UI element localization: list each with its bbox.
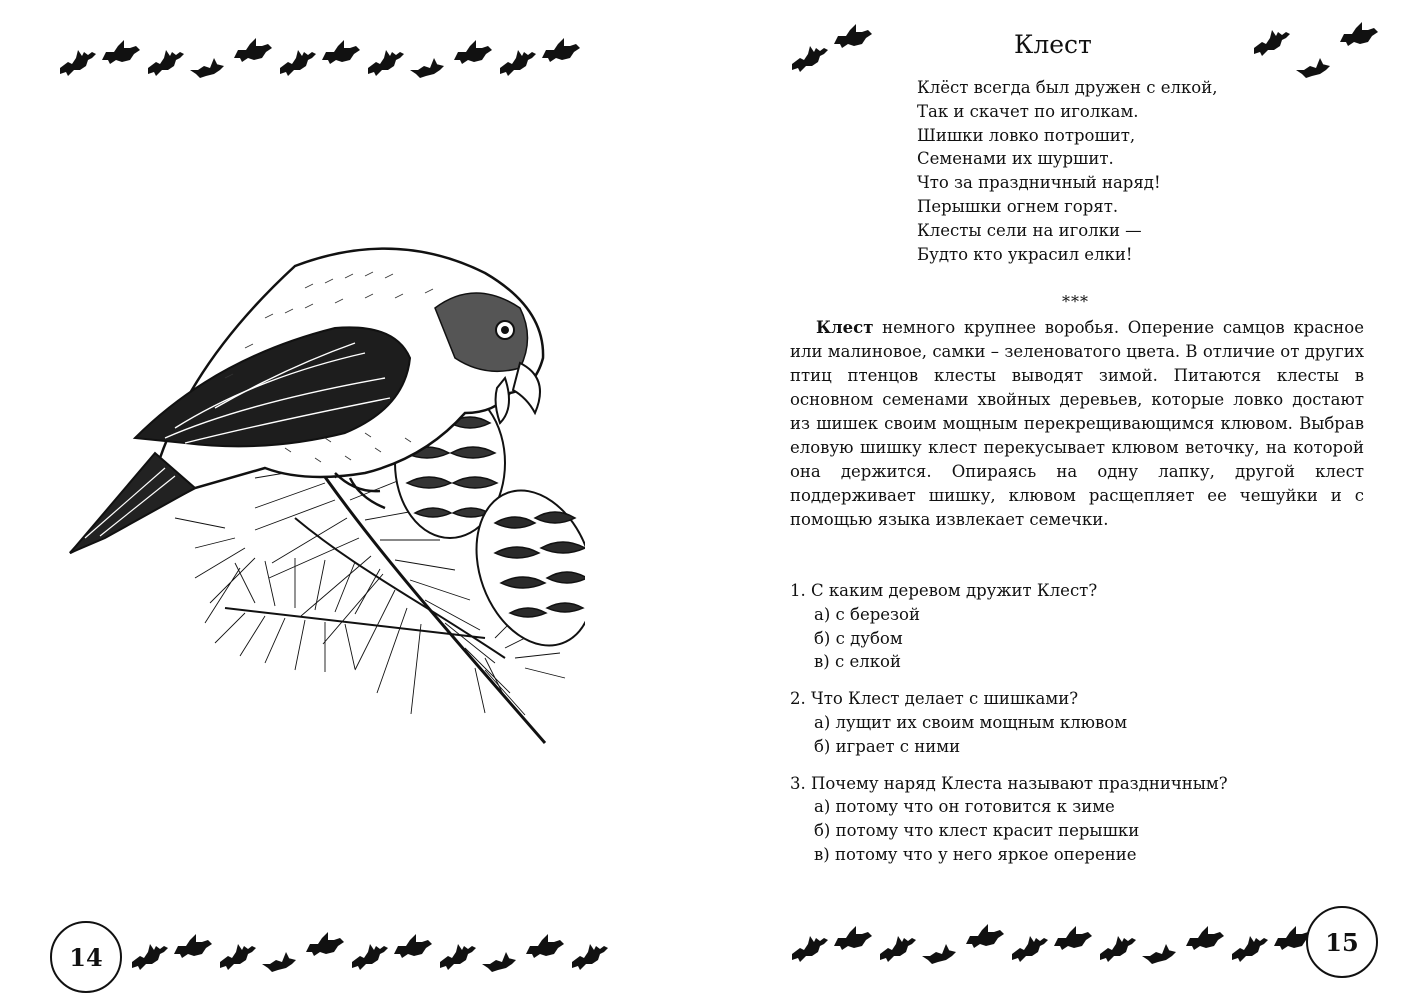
bird-silhouette-icon <box>1142 938 1182 970</box>
bird-silhouette-icon <box>966 922 1006 954</box>
bird-silhouette-icon <box>350 940 390 972</box>
right-page <box>712 0 1425 1006</box>
bird-silhouette-icon <box>542 36 582 68</box>
bird-silhouette-icon <box>234 36 274 68</box>
section-separator: *** <box>1062 292 1089 311</box>
question-text: 3. Почему наряд Клеста называют праздничным? <box>790 773 1228 793</box>
bird-silhouette-icon <box>1296 52 1336 84</box>
bottom-bird-border <box>790 922 1314 964</box>
bird-silhouette-icon <box>1340 20 1380 52</box>
bird-silhouette-icon <box>102 38 142 70</box>
bird-silhouette-icon <box>130 940 170 972</box>
question-1 <box>790 579 1390 674</box>
bird-silhouette-icon <box>322 38 362 70</box>
bird-silhouette-icon <box>366 46 406 78</box>
bird-silhouette-icon <box>1010 932 1050 964</box>
bottom-bird-border <box>130 930 610 972</box>
answer-option: б) с дубом <box>814 628 903 648</box>
bird-silhouette-icon <box>394 932 434 964</box>
question-text: 2. Что Клест делает с шишками? <box>790 689 1079 709</box>
bird-silhouette-icon <box>278 46 318 78</box>
crossbill-illustration <box>65 238 585 748</box>
bird-silhouette-icon <box>1186 924 1226 956</box>
poem-line: Будто кто украсил елки! <box>917 244 1133 264</box>
bird-silhouette-icon <box>410 52 450 84</box>
bird-silhouette-icon <box>438 940 478 972</box>
bird-silhouette-icon <box>1252 26 1292 58</box>
bird-silhouette-icon <box>570 940 610 972</box>
top-left-bird-cluster <box>790 22 874 54</box>
bird-silhouette-icon <box>146 46 186 78</box>
page-number: 14 <box>50 921 122 993</box>
poem <box>917 76 1217 266</box>
left-page <box>0 0 712 1006</box>
question-2 <box>790 687 1390 758</box>
paragraph-lead: Клест <box>816 318 874 337</box>
answer-option: а) с березой <box>814 604 920 624</box>
poem-line: Перышки огнем горят. <box>917 196 1119 216</box>
poem-line: Семенами их шуршит. <box>917 149 1114 169</box>
bird-silhouette-icon <box>174 932 214 964</box>
bird-silhouette-icon <box>262 946 302 978</box>
top-bird-border <box>58 36 582 78</box>
answer-option: в) потому что у него яркое оперение <box>814 844 1137 864</box>
bird-silhouette-icon <box>878 932 918 964</box>
paragraph-body: немного крупнее воробья. Оперение самцов красное или малиновое, самки – зеленоватого цвета. В отличие от других птиц птенцов клесты выводят зимой. Питаются клесты в основном семенами хвойных деревьев, которые ловко достают из шишек своим мощным перекрещивающимся клювом. Выбрав еловую шишку клест перекусывает клювом веточку, на которой она держится. Опираясь на одну лапку, другой клест поддерживает шишку, клювом расщепляет ее чешуйки и с помощью языка извлекает семечки. <box>790 318 1364 529</box>
page-number: 15 <box>1306 906 1378 978</box>
bird-silhouette-icon <box>1098 932 1138 964</box>
answer-option: в) с елкой <box>814 652 901 672</box>
bird-silhouette-icon <box>218 940 258 972</box>
poem-line: Так и скачет по иголкам. <box>917 101 1139 121</box>
bird-silhouette-icon <box>834 924 874 956</box>
bird-silhouette-icon <box>454 38 494 70</box>
bird-silhouette-icon <box>834 22 874 54</box>
poem-line: Клесты сели на иголки — <box>917 220 1142 240</box>
question-text: 1. С каким деревом дружит Клест? <box>790 581 1098 600</box>
bird-silhouette-icon <box>1230 932 1270 964</box>
bird-silhouette-icon <box>1054 924 1094 956</box>
questions <box>790 579 1390 880</box>
answer-option: б) играет с ними <box>814 736 961 756</box>
poem-line: Что за праздничный наряд! <box>917 173 1161 193</box>
bird-silhouette-icon <box>790 932 830 964</box>
answer-option: б) потому что клест красит перышки <box>814 821 1140 841</box>
answer-option: а) потому что он готовится к зиме <box>814 797 1115 817</box>
bird-silhouette-icon <box>922 938 962 970</box>
description-paragraph <box>790 316 1364 532</box>
bird-silhouette-icon <box>306 930 346 962</box>
bird-silhouette-icon <box>482 946 522 978</box>
bird-silhouette-icon <box>498 46 538 78</box>
question-3 <box>790 772 1390 867</box>
bird-silhouette-icon <box>790 42 830 74</box>
page-title: Клест <box>1014 30 1092 59</box>
bird-silhouette-icon <box>58 46 98 78</box>
top-right-bird-cluster <box>1252 20 1380 58</box>
answer-option: а) лущит их своим мощным клювом <box>814 712 1128 732</box>
poem-line: Шишки ловко потрошит, <box>917 125 1136 145</box>
bird-silhouette-icon <box>190 52 230 84</box>
poem-line: Клёст всегда был дружен с елкой, <box>917 78 1218 97</box>
bird-silhouette-icon <box>526 932 566 964</box>
